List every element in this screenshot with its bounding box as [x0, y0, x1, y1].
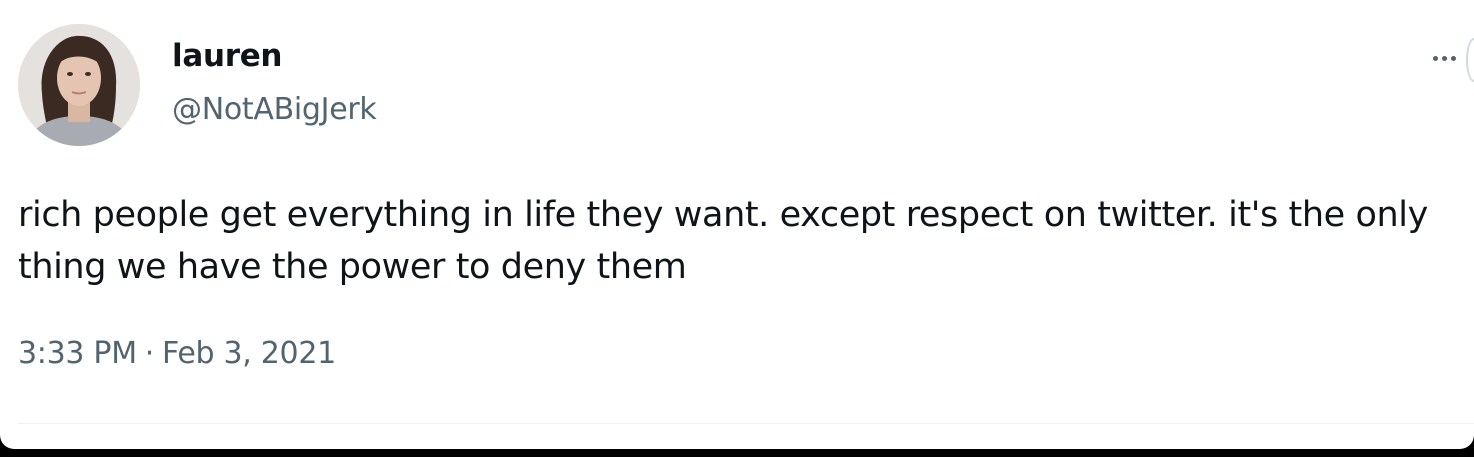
display-name[interactable]: lauren: [172, 38, 283, 74]
avatar[interactable]: [18, 24, 140, 146]
tweet-date: Feb 3, 2021: [162, 336, 336, 371]
user-handle[interactable]: @NotABigJerk: [172, 92, 377, 127]
more-options-button[interactable]: [1424, 46, 1464, 70]
divider: [18, 423, 1474, 424]
tweet-time: 3:33 PM: [18, 336, 137, 371]
avatar-image: [18, 24, 140, 146]
more-options-icon: [1433, 56, 1438, 61]
more-options-icon: [1442, 56, 1447, 61]
timestamp-separator: ·: [144, 336, 155, 371]
tweet-text: rich people get everything in life they want. except respect on twitter. it's the only thing we have the power to deny them: [18, 195, 1428, 287]
tweet-timestamp[interactable]: [18, 336, 336, 371]
partial-icon-edge: [1466, 38, 1474, 82]
more-options-icon: [1451, 56, 1456, 61]
